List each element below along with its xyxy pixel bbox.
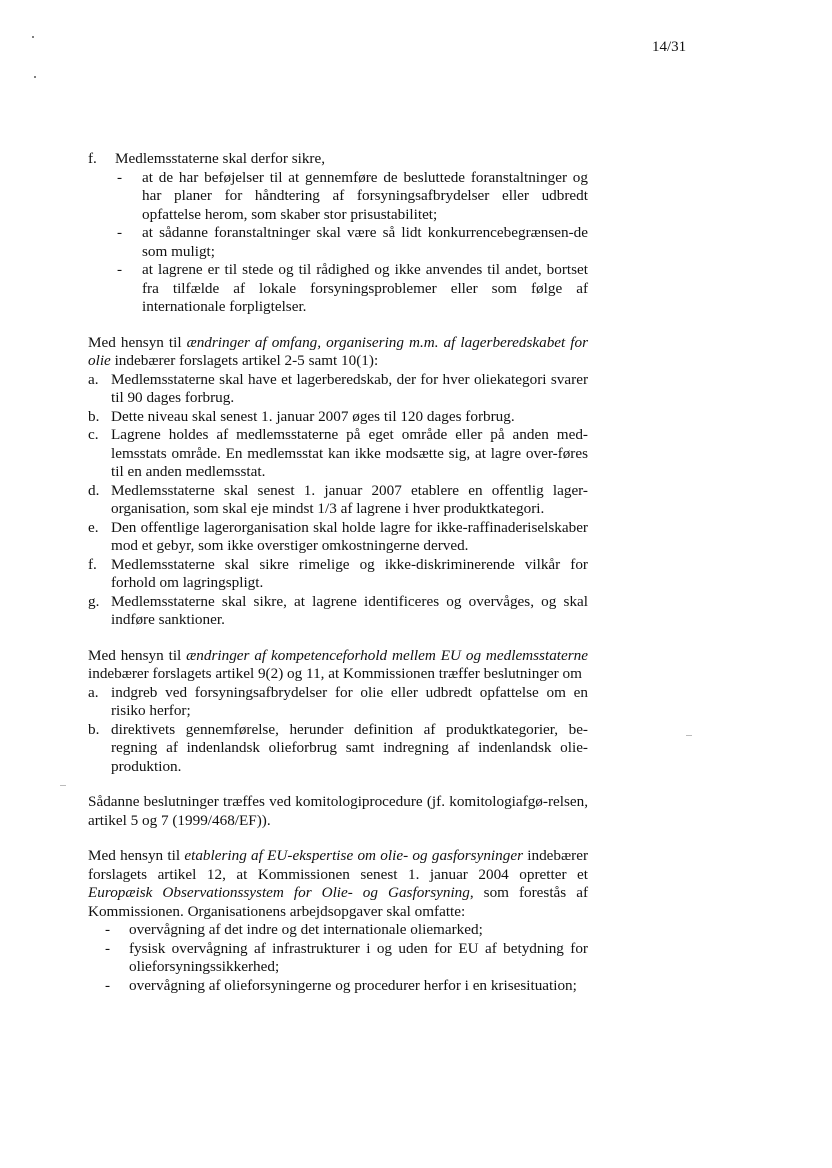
item-label: b. xyxy=(88,720,100,738)
section-f-list xyxy=(115,169,588,317)
storage-list xyxy=(88,371,588,630)
item-label: a. xyxy=(88,370,99,388)
list-item xyxy=(88,721,588,777)
list-item: - overvågning af det indre og det internationale oliemarked; xyxy=(88,921,588,940)
list-item: - fysisk overvågning af infrastrukturer i og uden for EU af betydning for olieforsyningssikkerhed; xyxy=(88,940,588,977)
item-text: indgreb ved forsyningsafbrydelser for olie eller udbredt opfattelse om en risiko herfor; xyxy=(111,683,588,719)
section-f-intro: Medlemsstaterne skal derfor sikre, xyxy=(115,150,326,167)
list-item: - at lagrene er til stede og til rådighed og ikke anvendes til andet, bortset fra tilfælde af lokale forsyningsproblemer eller som følge af internationale forpligtelser. xyxy=(115,261,588,317)
item-text: Den offentlige lagerorganisation skal holde lagre for ikke-raffinaderiselskaber mod et gebyr, som ikke overstiger omkostningerne derved. xyxy=(111,518,588,554)
item-label: f. xyxy=(88,555,97,573)
list-item xyxy=(88,593,588,630)
item-text: Medlemsstaterne skal senest 1. januar 2007 etablere en offentlig lager-organisation, som skal eje mindst 1/3 af lagrene i hver produktkategori. xyxy=(111,481,588,517)
list-item xyxy=(88,684,588,721)
item-text: Medlemsstaterne skal sikre, at lagrene identificeres og overvåges, og skal indføre sanktioner. xyxy=(111,592,588,628)
item-text: direktivets gennemførelse, herunder definition af produktkategorier, be-regning af indenlandsk olieforbrug samt indregning af indenlandsk olie-produktion. xyxy=(111,720,588,775)
competence-topic: ændringer af kompetenceforhold mellem EU og medlemsstaterne xyxy=(186,646,588,664)
section-f xyxy=(88,150,588,317)
page-number: 14/31 xyxy=(652,39,687,55)
section-f-label: f. xyxy=(88,150,97,167)
observation-system-name: Europæisk Observationssystem for Olie- og Gasforsyning xyxy=(88,884,470,901)
storage-lead: Med hensyn til xyxy=(88,333,187,351)
list-item: - at de har beføjelser til at gennemføre de besluttede foranstaltninger og har planer for håndtering af forsyningsafbrydelser eller udbredt opfattelse herom, som skaber stor prisustabilitet; xyxy=(115,169,588,225)
scan-speck xyxy=(34,76,36,78)
competence-lead: Med hensyn til xyxy=(88,646,187,664)
item-label: g. xyxy=(88,592,100,610)
competence-paragraph xyxy=(88,647,588,684)
item-text: Dette niveau skal senest 1. januar 2007 øges til 120 dages forbrug. xyxy=(111,407,515,425)
expertise-lead: Med hensyn til xyxy=(88,847,185,864)
list-item xyxy=(88,408,588,427)
item-label: e. xyxy=(88,518,99,536)
expertise-tail: , som forestås af Kommissionen. Organisationens arbejdsopgaver skal omfatte: xyxy=(88,884,588,920)
competence-tail: indebærer forslagets artikel 9(2) og 11, at Kommissionen træffer beslutninger om xyxy=(88,665,582,682)
scan-mark xyxy=(686,735,692,736)
item-text: Medlemsstaterne skal sikre rimelige og ikke-diskriminerende vilkår for forhold om lagringspligt. xyxy=(111,555,588,591)
item-label: a. xyxy=(88,683,99,701)
storage-topic: ændringer af omfang, organisering m.m. af lagerberedskabet for olie xyxy=(88,333,588,369)
storage-paragraph xyxy=(88,334,588,371)
item-label: b. xyxy=(88,407,100,425)
list-item xyxy=(88,371,588,408)
list-item xyxy=(88,556,588,593)
list-item: - at sådanne foranstaltninger skal være så lidt konkurrencebegrænsen-de som muligt; xyxy=(115,224,588,261)
list-item: - overvågning af olieforsyningerne og procedurer herfor i en krisesituation; xyxy=(88,977,588,996)
expertise-list xyxy=(88,921,588,995)
competence-list xyxy=(88,684,588,777)
expertise-mid: indebærer forslagets artikel 12, at Kommissionen senest 1. januar 2004 opretter et xyxy=(88,847,589,883)
scan-mark xyxy=(60,785,66,786)
storage-tail: indebærer forslagets artikel 2-5 samt 10(1): xyxy=(110,352,379,369)
expertise-paragraph xyxy=(88,847,588,921)
item-label: d. xyxy=(88,481,100,499)
list-item xyxy=(88,519,588,556)
list-item xyxy=(88,426,588,482)
expertise-topic: etablering af EU-ekspertise om olie- og gasforsyninger xyxy=(184,847,523,864)
scan-speck xyxy=(32,36,34,38)
document-body xyxy=(88,150,588,995)
item-text: Lagrene holdes af medlemsstaterne på eget område eller på anden med-lemsstats område. En medlemsstat kan ikke modsætte sig, at lagre over-føres til en anden medlemsstat. xyxy=(111,426,588,480)
item-label: c. xyxy=(88,426,99,443)
item-text: Medlemsstaterne skal have et lagerberedskab, der for hver oliekategori svarer til 90 dages forbrug. xyxy=(111,370,588,406)
list-item xyxy=(88,482,588,519)
comitology-paragraph: Sådanne beslutninger træffes ved komitologiprocedure (jf. komitologiafgø-relsen, artikel 5 og 7 (1999/468/EF)). xyxy=(88,793,588,829)
